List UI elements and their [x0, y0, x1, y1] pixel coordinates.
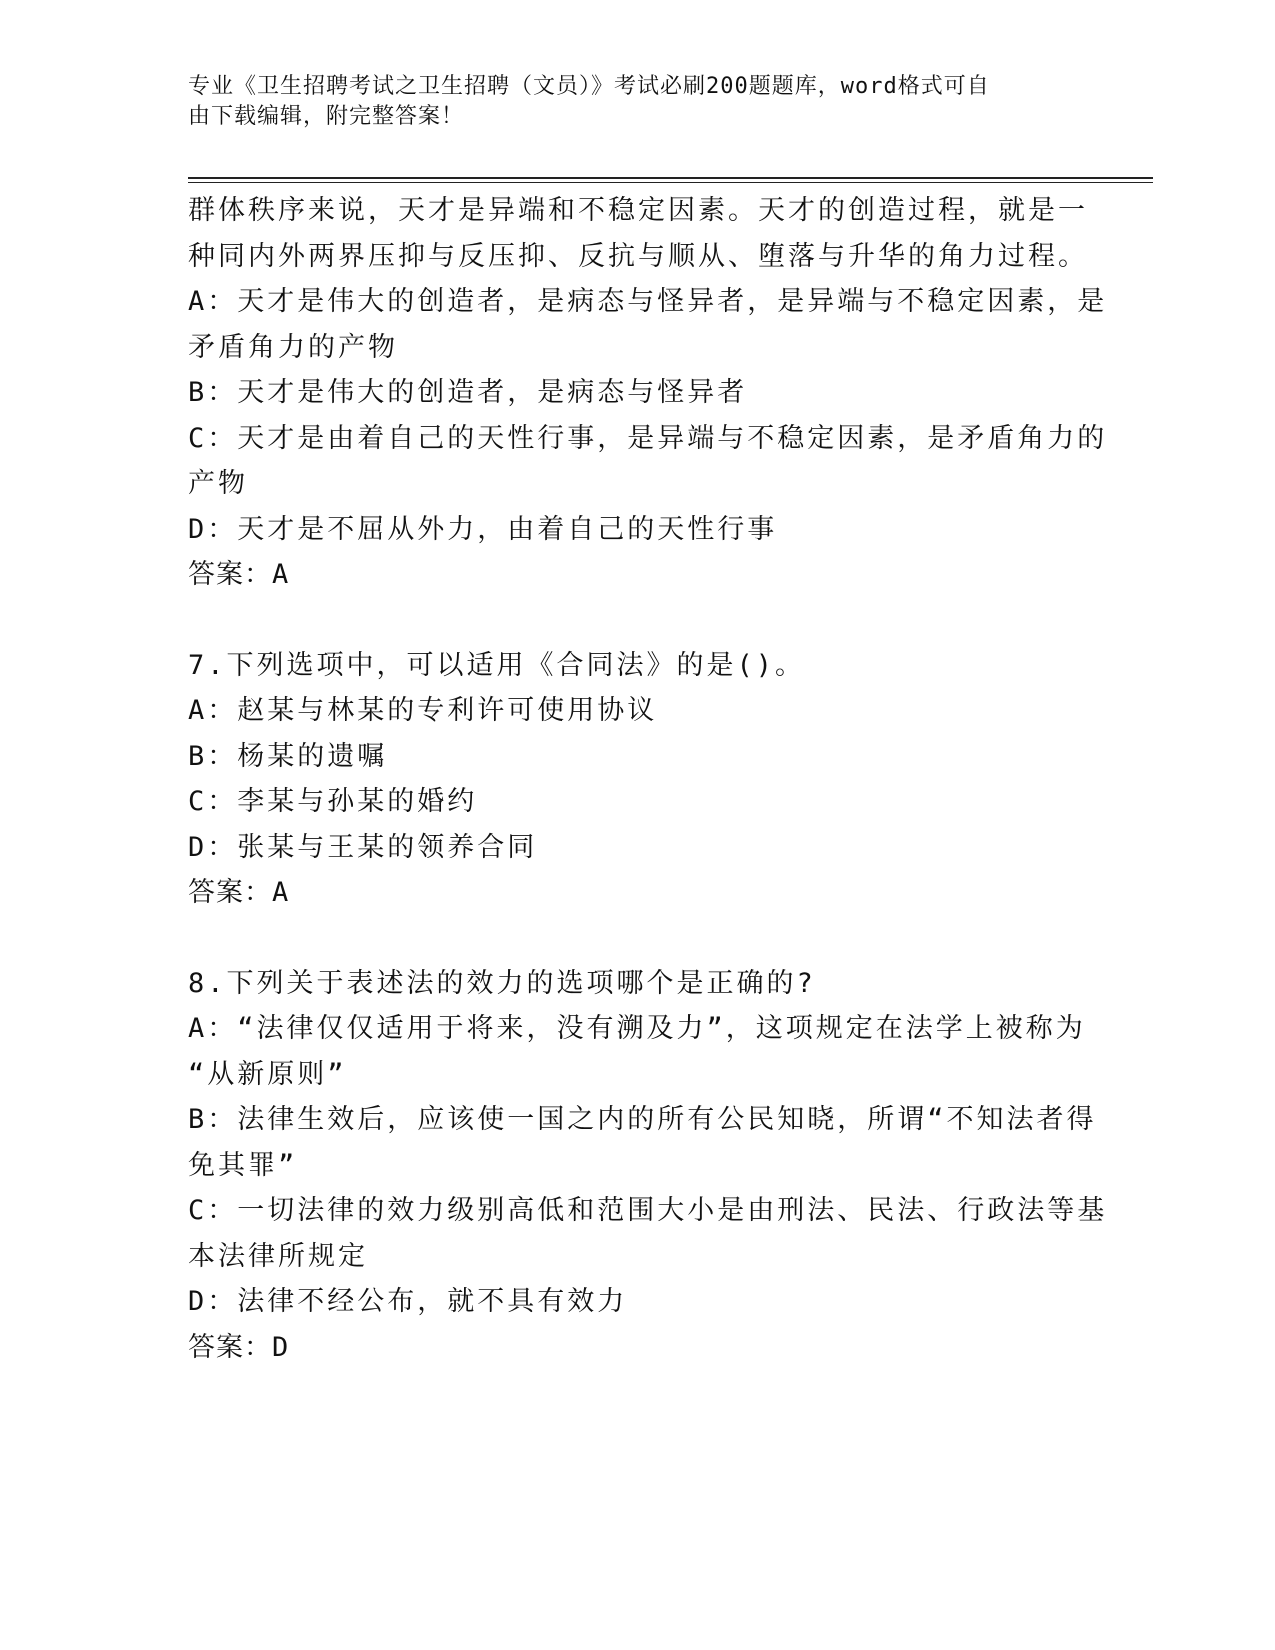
answer-label: 答案：: [188, 1331, 272, 1363]
question-8: [188, 961, 1108, 1371]
answer-line: [188, 552, 1088, 598]
answer-line: [188, 870, 1088, 916]
document-body: [188, 188, 1108, 1370]
option-a-continued: “从新原则”: [188, 1058, 347, 1090]
option-a: A：“法律仅仅适用于将来，没有溯及力”，这项规定在法学上被称为: [188, 1013, 1086, 1044]
option-b: B：杨某的遗嘱: [188, 740, 388, 772]
document-header: [188, 72, 1068, 132]
option-c: C：一切法律的效力级别高低和范围大小是由刑法、民法、行政法等基: [188, 1195, 1108, 1226]
option-b: B：法律生效后，应该使一国之内的所有公民知晓，所谓“不知法者得: [188, 1104, 1097, 1135]
option-c: C：李某与孙某的婚约: [188, 786, 478, 817]
option-d: D：张某与王某的领养合同: [188, 831, 538, 863]
question-text-line: 群体秩序来说，天才是异端和不稳定因素。天才的创造过程，就是一: [188, 195, 1088, 226]
answer-label: 答案：: [188, 877, 272, 908]
answer-line: [188, 1325, 1088, 1371]
header-line-2: 由下载编辑，附完整答案！: [188, 104, 465, 129]
header-line-1: 专业《卫生招聘考试之卫生招聘（文员）》考试必刷200题题库，word格式可自: [188, 74, 990, 99]
question-text: 7.下列选项中，可以适用《合同法》的是()。: [188, 649, 806, 681]
question-continuation: [188, 188, 1108, 598]
answer-label: 答案：: [188, 559, 272, 590]
option-b-continued: 免其罪”: [188, 1149, 298, 1181]
option-a-continued: 矛盾角力的产物: [188, 331, 398, 363]
answer-value: A: [272, 559, 290, 590]
option-d: D：法律不经公布，就不具有效力: [188, 1286, 628, 1317]
header-divider-thin: [188, 182, 1153, 183]
question-text-line: 种同内外两界压抑与反压抑、反抗与顺从、堕落与升华的角力过程。: [188, 240, 1088, 272]
option-d: D：天才是不屈从外力，由着自己的天性行事: [188, 513, 778, 545]
option-a: A：赵某与林某的专利许可使用协议: [188, 695, 658, 726]
option-c: C：天才是由着自己的天性行事，是异端与不稳定因素，是矛盾角力的: [188, 422, 1108, 454]
spacer: [188, 916, 1088, 961]
header-divider-thick: [188, 177, 1153, 179]
option-c-continued: 产物: [188, 468, 248, 499]
option-b: B：天才是伟大的创造者，是病态与怪异者: [188, 377, 748, 408]
question-text: 8.下列关于表述法的效力的选项哪个是正确的?: [188, 967, 816, 999]
option-c-continued: 本法律所规定: [188, 1240, 368, 1272]
answer-value: D: [272, 1331, 290, 1363]
answer-value: A: [272, 877, 290, 908]
spacer: [188, 598, 1088, 643]
question-7: [188, 643, 1088, 916]
option-a: A：天才是伟大的创造者，是病态与怪异者，是异端与不稳定因素，是: [188, 286, 1108, 317]
